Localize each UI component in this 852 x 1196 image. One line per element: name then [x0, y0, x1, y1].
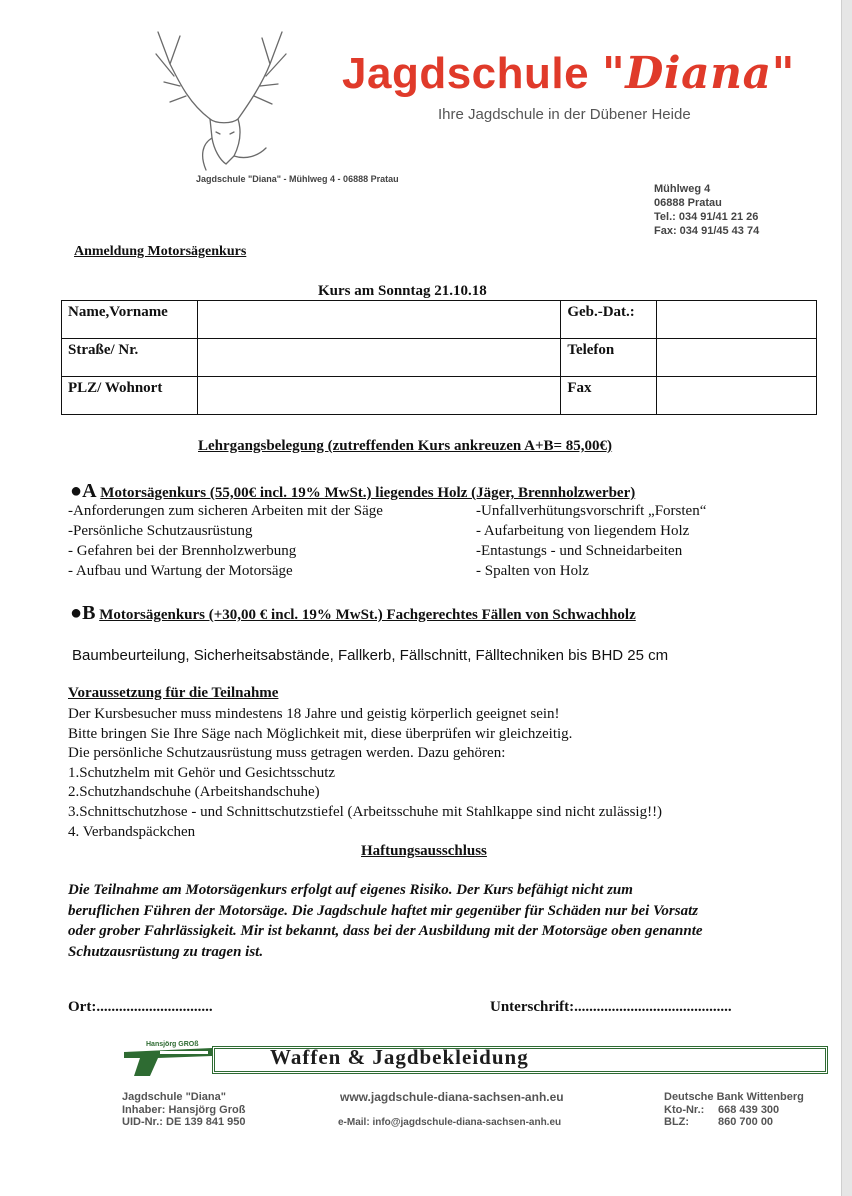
requirement-line: Die persönliche Schutzausrüstung muss getragen werden. Dazu gehören: [68, 745, 506, 762]
contact-fax: Fax: 034 91/45 43 74 [654, 225, 760, 237]
requirement-line: 1.Schutzhelm mit Gehör und Gesichtsschutz [68, 764, 336, 781]
list-item: - Gefahren bei der Brennholzwerbung [68, 543, 297, 559]
footer-line: Inhaber: Hansjörg Groß [122, 1103, 246, 1116]
requirement-line: 4. Verbandspäckchen [68, 823, 196, 840]
field-name[interactable] [197, 301, 560, 339]
contact-city: 06888 Pratau [654, 197, 722, 209]
course-a-right-list [476, 501, 706, 581]
course-a-bullet: ● [70, 480, 83, 502]
course-b-letter: B [82, 602, 96, 624]
banner-logo-label: Hansjörg GROß [146, 1041, 199, 1048]
label-street: Straße/ Nr. [62, 339, 198, 377]
label-phone: Telefon [561, 339, 657, 377]
signature-field[interactable]: Unterschrift:.......................................... [490, 999, 732, 1015]
form-row-street [62, 339, 817, 377]
bank-label: Kto-Nr.: [664, 1103, 705, 1116]
label-name: Name,Vorname [62, 301, 198, 339]
course-b-heading[interactable] [70, 602, 636, 625]
footer-website-link[interactable]: www.jagdschule-diana-sachsen-anh.eu [340, 1090, 564, 1104]
bank-name: Deutsche Bank Wittenberg [664, 1091, 804, 1103]
list-item: - Spalten von Holz [476, 563, 589, 579]
bank-row [664, 1104, 804, 1117]
sender-address-line: Jagdschule "Diana" - Mühlweg 4 - 06888 Pratau [196, 174, 399, 184]
bank-value: 668 439 300 [718, 1103, 780, 1116]
contact-street: Mühlweg 4 [654, 183, 711, 195]
banner-text: Waffen & Jagdbekleidung [270, 1045, 529, 1069]
course-a-left-list [68, 501, 383, 581]
stag-logo [150, 24, 310, 174]
brand-diana: "Diana" [601, 48, 796, 99]
contact-block [654, 182, 759, 238]
shop-banner [120, 1042, 830, 1078]
label-fax: Fax [561, 377, 657, 415]
footer-line: UID-Nr.: DE 139 841 950 [122, 1116, 246, 1128]
registration-form [61, 300, 817, 415]
course-b-title: Motorsägenkurs (+30,00 € incl. 19% MwSt.) Fachgerechtes Fällen von Schwachholz [99, 607, 636, 623]
liability-text [68, 880, 703, 962]
requirement-line: 3.Schnittschutzhose - und Schnittschutzstiefel (Arbeitsschuhe mit Stahlkappe sind nicht zulässig!!) [68, 803, 663, 820]
brand-title [342, 48, 795, 99]
brand-name: Jagdschule [342, 49, 590, 98]
course-b-bullet: ● [70, 602, 83, 624]
liability-line: Die Teilnahme am Motorsägenkurs erfolgt auf eigenes Risiko. Der Kurs befähigt nicht zum [68, 882, 633, 898]
page-edge [841, 0, 852, 1196]
field-street[interactable] [197, 339, 560, 377]
footer-company [122, 1091, 246, 1129]
liability-line: beruflichen Führen der Motorsäge. Die Jagdschule haftet mir gegenüber für Schäden nur bei Vorsatz [68, 902, 699, 919]
brand-subtitle: Ihre Jagdschule in der Dübener Heide [438, 106, 691, 123]
bank-label: BLZ: [664, 1116, 690, 1128]
footer-email-link[interactable]: e-Mail: info@jagdschule-diana-sachsen-anh.eu [338, 1117, 562, 1128]
list-item: -Persönliche Schutzausrüstung [68, 523, 253, 539]
list-item: -Entastungs - und Schneidarbeiten [476, 543, 683, 559]
place-field[interactable]: Ort:............................... [68, 999, 213, 1015]
requirement-line: Bitte bringen Sie Ihre Säge nach Möglichkeit mit, diese überprüfen wir gleichzeitig. [68, 725, 573, 742]
requirement-line: Der Kursbesucher muss mindestens 18 Jahre und geistig körperlich geeignet sein! [68, 706, 560, 722]
list-item: - Aufbau und Wartung der Motorsäge [68, 563, 293, 579]
list-item: -Unfallverhütungsvorschrift „Forsten“ [476, 503, 707, 519]
list-item: -Anforderungen zum sicheren Arbeiten mit der Säge [68, 503, 383, 519]
field-city[interactable] [197, 377, 560, 415]
requirement-line: 2.Schutzhandschuhe (Arbeitshandschuhe) [68, 784, 320, 801]
course-b-description: Baumbeurteilung, Sicherheitsabstände, Fallkerb, Fällschnitt, Fälltechniken bis BHD 25 cm [72, 647, 669, 664]
field-birthdate[interactable] [657, 301, 817, 339]
field-phone[interactable] [657, 339, 817, 377]
document-title: Anmeldung Motorsägenkurs [74, 244, 247, 259]
course-a-title: Motorsägenkurs (55,00€ incl. 19% MwSt.) liegendes Holz (Jäger, Brennholzwerber) [100, 485, 636, 501]
contact-phone: Tel.: 034 91/41 21 26 [654, 211, 759, 223]
liability-line: Schutzausrüstung zu tragen ist. [68, 943, 264, 960]
form-row-city [62, 377, 817, 415]
field-fax[interactable] [657, 377, 817, 415]
course-selection-title: Lehrgangsbelegung (zutreffenden Kurs ankreuzen A+B= 85,00€) [198, 438, 613, 454]
course-a-heading[interactable] [70, 480, 635, 503]
liability-line: oder grober Fahrlässigkeit. Mir ist bekannt, dass bei der Ausbildung mit der Motorsäge oben genannte [68, 923, 703, 939]
course-a-letter: A [82, 480, 97, 502]
requirements-title: Voraussetzung für die Teilnahme [68, 685, 279, 701]
course-date: Kurs am Sonntag 21.10.18 [318, 283, 487, 299]
list-item: - Aufarbeitung von liegendem Holz [476, 523, 690, 539]
bank-value: 860 700 00 [718, 1116, 774, 1128]
footer-bank [664, 1091, 804, 1129]
label-birthdate: Geb.-Dat.: [561, 301, 657, 339]
form-row-name [62, 301, 817, 339]
footer-line: Jagdschule "Diana" [122, 1091, 226, 1103]
bank-row [664, 1116, 804, 1129]
label-city: PLZ/ Wohnort [62, 377, 198, 415]
liability-title: Haftungsausschluss [361, 843, 487, 859]
requirements-list [68, 705, 662, 842]
